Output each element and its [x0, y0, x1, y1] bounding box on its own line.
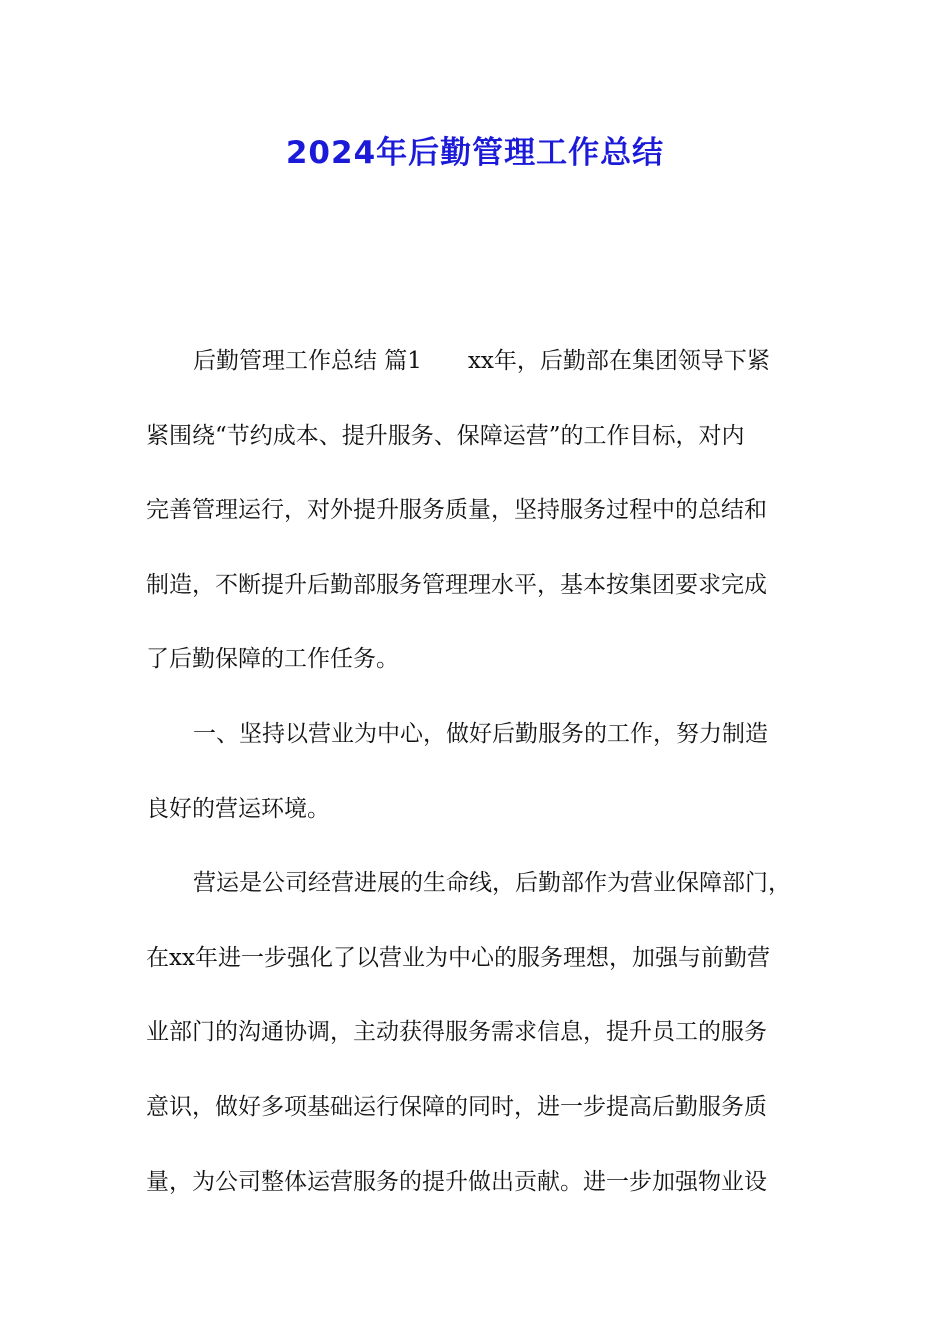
paragraph-line: 业部门的沟通协调，主动获得服务需求信息，提升员工的服务: [146, 1019, 767, 1046]
paragraph-line: 意识，做好多项基础运行保障的同时，进一步提高后勤服务质: [146, 1093, 767, 1120]
paragraph-line: 了后勤保障的工作任务。: [146, 646, 399, 673]
paragraph-line: 一、坚持以营业为中心，做好后勤服务的工作，努力制造: [193, 720, 768, 747]
section-heading: 后勤管理工作总结 篇1: [193, 348, 422, 374]
paragraph-line: 制造，不断提升后勤部服务管理理水平，基本按集团要求完成: [146, 571, 767, 598]
document-title: 2024年后勤管理工作总结: [285, 135, 665, 171]
paragraph-line: 良好的营运环境。: [146, 795, 330, 822]
paragraph-line: 紧围绕“节约成本、提升服务、保障运营”的工作目标，对内: [146, 422, 745, 449]
paragraph-text: xx年，后勤部在集团领导下紧: [467, 348, 770, 374]
paragraph-line: [146, 338, 806, 413]
paragraph-line: 完善管理运行，对外提升服务质量，坚持服务过程中的总结和: [146, 497, 767, 524]
paragraph-line: 在xx年进一步强化了以营业为中心的服务理想，加强与前勤营: [146, 944, 770, 971]
paragraph-line: 营运是公司经营进展的生命线，后勤部作为营业保障部门，: [193, 870, 791, 897]
document-body: [146, 338, 806, 1233]
paragraph-line: 量，为公司整体运营服务的提升做出贡献。进一步加强物业设: [146, 1168, 767, 1195]
